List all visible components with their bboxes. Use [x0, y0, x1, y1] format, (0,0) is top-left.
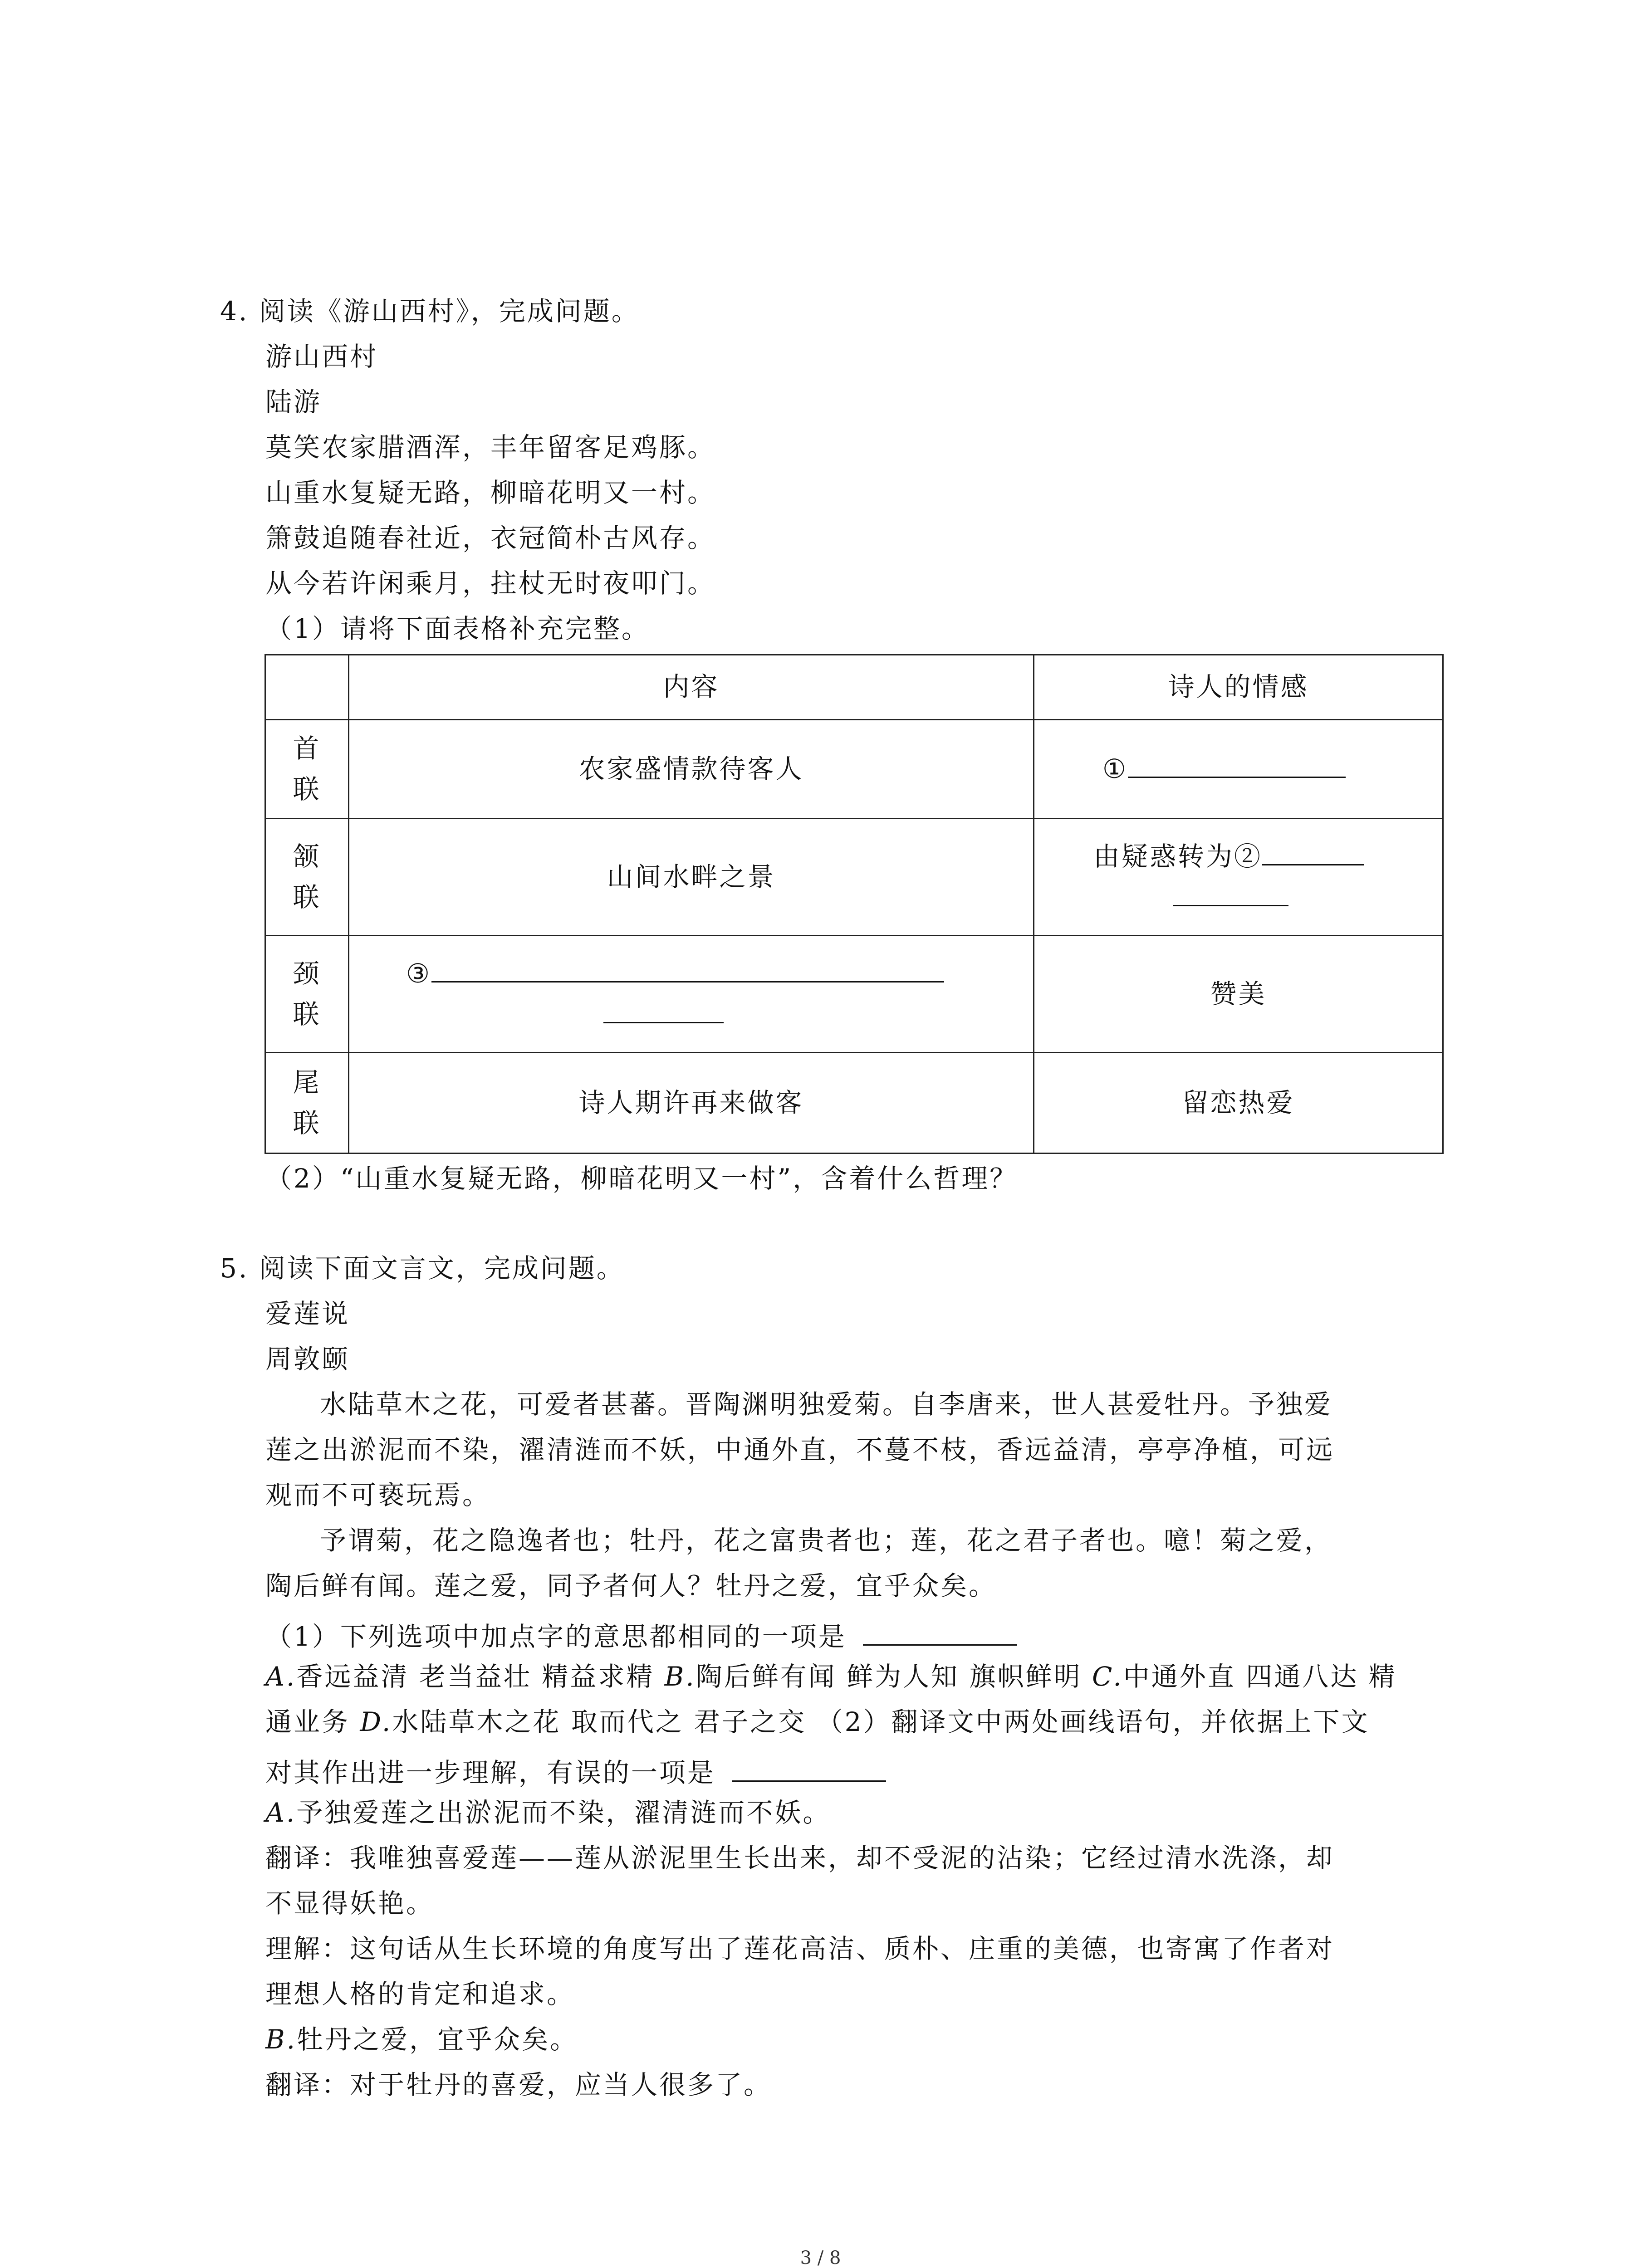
q5-essay-line: 莲之出淤泥而不染，濯清涟而不妖，中通外直，不蔓不枝，香远益清，亭亭净植，可远: [265, 1434, 1335, 1465]
q5-options-line: 通业务 D.水陆草木之花 取而代之 君子之交 （2）翻译文中两处画线语句，并依据上下文: [265, 1706, 1370, 1737]
content-cell: 诗人期许再来做客: [349, 1053, 1034, 1154]
q4-prompt: 4. 阅读《游山西村》，完成问题。: [220, 296, 640, 327]
q5-essay-author: 周敦颐: [265, 1344, 350, 1374]
q4-poem-line: 山重水复疑无路，柳暗花明又一村。: [265, 477, 716, 508]
page-number: 3 / 8: [800, 2248, 841, 2268]
q5-option-a-understanding: 理解：这句话从生长环境的角度写出了莲花高洁、质朴、庄重的美德，也寄寓了作者对: [265, 1933, 1335, 1964]
q5-sub-question-1: （1）下列选项中加点字的意思都相同的一项是: [265, 1618, 1017, 1650]
emotion-cell: 由疑惑转为②: [1034, 819, 1443, 936]
answer-blank-q5-1[interactable]: [863, 1618, 1017, 1646]
q4-poem-line: 箫鼓追随春社近，衣冠简朴古风存。: [265, 523, 716, 553]
q5-option-a-translation: 不显得妖艳。: [265, 1888, 435, 1919]
emotion-cell: ①: [1034, 720, 1443, 819]
poem-analysis-table: [265, 654, 1444, 1154]
emotion-cell: 赞美: [1034, 936, 1443, 1053]
answer-blank-1[interactable]: [1128, 750, 1346, 778]
table-row: [265, 1053, 1443, 1154]
answer-blank-2-cont[interactable]: [1173, 879, 1288, 906]
table-row: [265, 936, 1443, 1053]
q5-essay-line: 予谓菊，花之隐逸者也；牡丹，花之富贵者也；莲，花之君子者也。噫！菊之爱，: [320, 1525, 1333, 1556]
q4-poem-line: 从今若许闲乘月，拄杖无时夜叩门。: [265, 568, 716, 599]
table-header-cell: 内容: [349, 655, 1034, 720]
q5-prompt: 5. 阅读下面文言文，完成问题。: [220, 1253, 625, 1284]
q5-options-line: A.香远益清 老当益壮 精益求精 B.陶后鲜有闻 鲜为人知 旗帜鲜明 C.中通外直 四通八达 精: [265, 1661, 1397, 1692]
table-header-cell: [265, 655, 349, 720]
row-label: 尾 联: [265, 1053, 349, 1154]
row-label: 颈 联: [265, 936, 349, 1053]
answer-blank-2[interactable]: [1262, 838, 1364, 865]
q5-option-a-understanding: 理想人格的肯定和追求。: [265, 1979, 575, 2009]
q4-sub-question-1: （1）请将下面表格补充完整。: [265, 613, 650, 644]
q4-poem-title: 游山西村: [265, 341, 378, 372]
q5-essay-line: 水陆草木之花，可爱者甚蕃。晋陶渊明独爱菊。自李唐来，世人甚爱牡丹。予独爱: [320, 1389, 1333, 1420]
table-row: [265, 720, 1443, 819]
q5-option-a-translation: 翻译：我唯独喜爱莲——莲从淤泥里生长出来，却不受泥的沾染；它经过清水洗涤，却: [265, 1843, 1335, 1873]
q5-essay-line: 观而不可亵玩焉。: [265, 1480, 491, 1510]
emotion-cell: 留恋热爱: [1034, 1053, 1443, 1154]
answer-blank-3[interactable]: [431, 955, 944, 982]
q4-poem-author: 陆游: [265, 386, 322, 417]
content-cell: 山间水畔之景: [349, 819, 1034, 936]
q5-option-b: B.牡丹之爱，宜乎众矣。: [265, 2024, 578, 2055]
row-label: 首 联: [265, 720, 349, 819]
q5-option-b-translation: 翻译：对于牡丹的喜爱，应当人很多了。: [265, 2069, 772, 2100]
q5-essay-line: 陶后鲜有闻。莲之爱，同予者何人？牡丹之爱，宜乎众矣。: [265, 1570, 997, 1601]
answer-blank-q5-2[interactable]: [732, 1754, 886, 1782]
q5-sub-question-2: 对其作出进一步理解，有误的一项是: [265, 1754, 886, 1786]
row-label: 颔 联: [265, 819, 349, 936]
table-row: [265, 819, 1443, 936]
q4-poem-line: 莫笑农家腊酒浑，丰年留客足鸡豚。: [265, 432, 716, 463]
content-cell: ③: [349, 936, 1034, 1053]
table-header-cell: 诗人的情感: [1034, 655, 1443, 720]
q5-option-a: A.予独爱莲之出淤泥而不染，濯清涟而不妖。: [265, 1797, 831, 1828]
q5-essay-title: 爱莲说: [265, 1298, 350, 1329]
table-header-row: [265, 655, 1443, 720]
content-cell: 农家盛情款待客人: [349, 720, 1034, 819]
q4-sub-question-2: （2）“山重水复疑无路，柳暗花明又一村”，含着什么哲理？: [265, 1163, 1018, 1194]
answer-blank-3-cont[interactable]: [603, 996, 724, 1023]
